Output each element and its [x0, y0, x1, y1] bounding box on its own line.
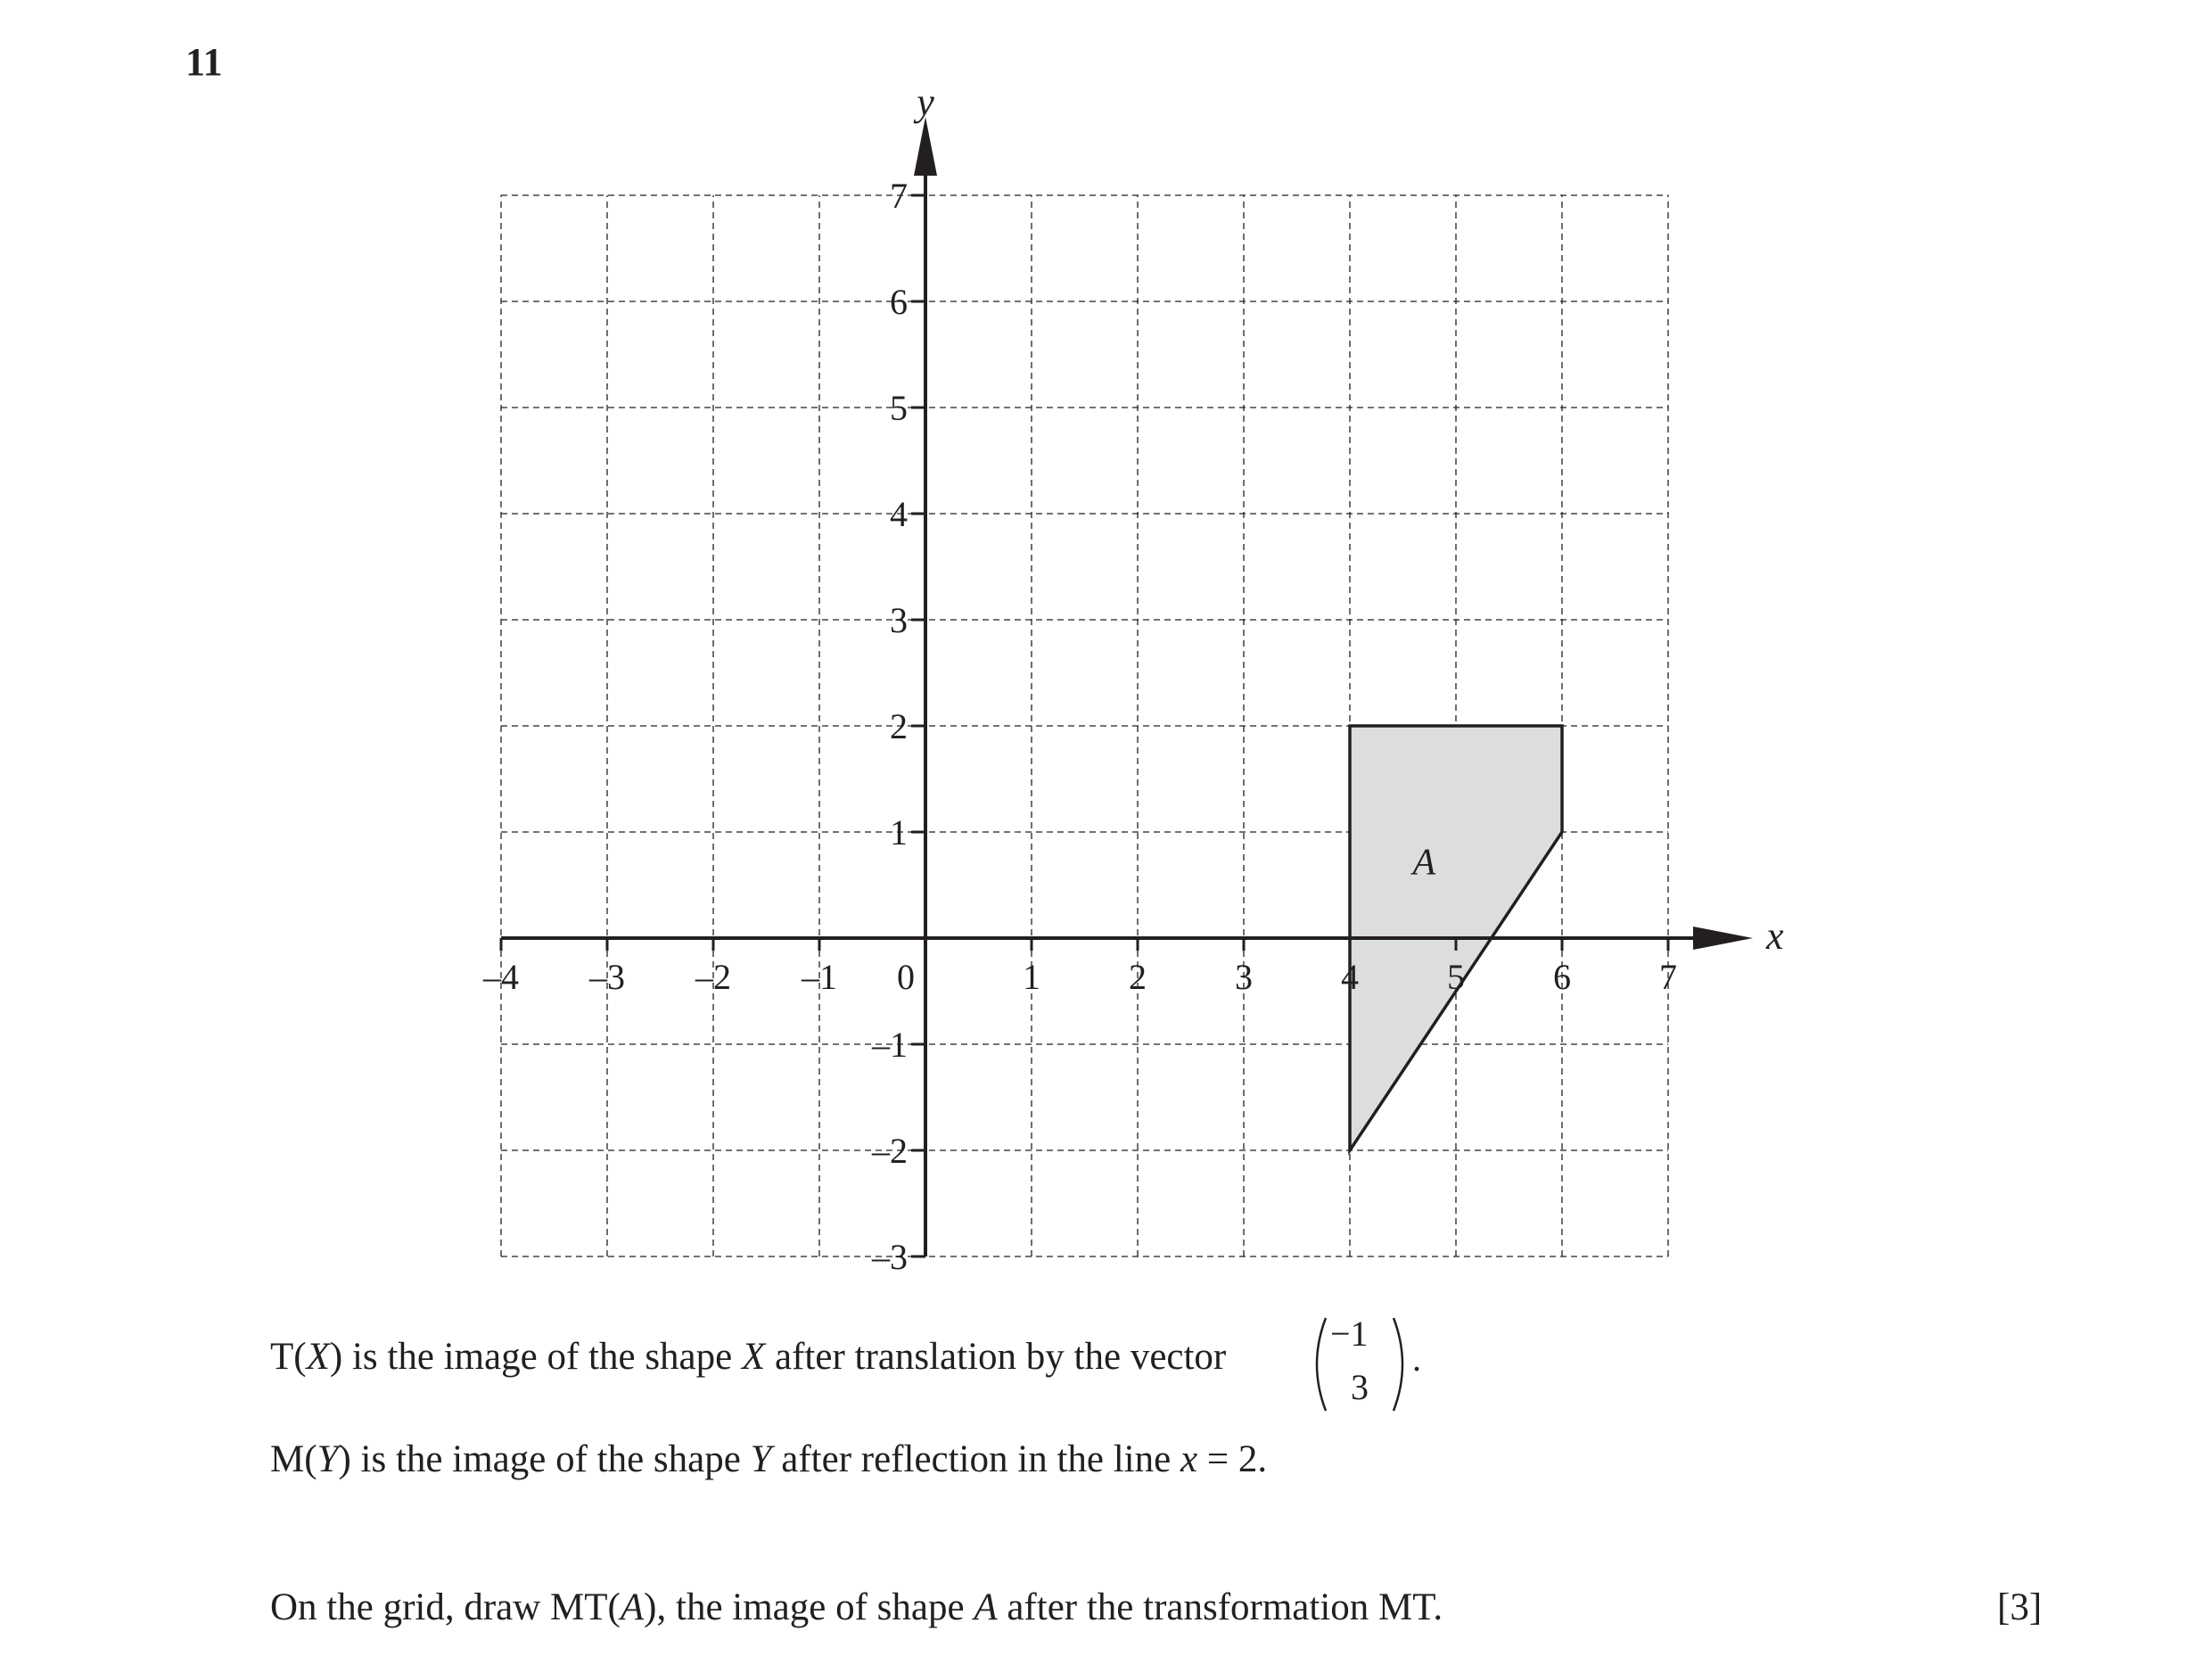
x-axis-label: x [1766, 914, 1784, 958]
text-part: M( [270, 1438, 317, 1480]
text-part: after reflection in the line [771, 1438, 1180, 1480]
x-tick-label: 1 [1023, 957, 1040, 997]
shape-x: X [741, 1336, 766, 1378]
x-tick-label: –2 [695, 957, 731, 997]
y-tick-label: –1 [872, 1025, 908, 1065]
vector-end: . [1412, 1339, 1421, 1379]
axes [501, 117, 1753, 1256]
text-part: after translation by the vector [765, 1336, 1227, 1378]
shape-a-label: A [1412, 842, 1436, 884]
y-tick-label: 6 [890, 282, 908, 322]
text-part: ), the image of shape [644, 1586, 974, 1628]
y-tick-label: –2 [872, 1131, 908, 1171]
y-tick-label: 1 [890, 812, 908, 853]
y-axis-label: y [917, 80, 934, 124]
shape-y: Y [750, 1438, 772, 1480]
shape-a-ref: A [974, 1586, 998, 1628]
y-tick-label: 2 [890, 706, 908, 746]
y-tick-label: 3 [890, 600, 908, 640]
x-tick-label: –3 [589, 957, 625, 997]
x-tick-label: 2 [1129, 957, 1147, 997]
vector-top: −1 [1330, 1314, 1369, 1354]
x-axis-arrow [1693, 927, 1753, 950]
y-tick-label: 5 [890, 388, 908, 428]
var-x: x [1180, 1438, 1198, 1480]
translation-statement [270, 1335, 1226, 1379]
text-part: T( [270, 1336, 307, 1378]
x-tick-label: –1 [802, 957, 837, 997]
task-instruction [270, 1586, 1443, 1629]
x-tick-label: 6 [1553, 957, 1571, 997]
text-part: On the grid, draw MT( [270, 1586, 621, 1628]
shape-a-ref: A [620, 1586, 645, 1628]
y-axis-arrow [914, 117, 937, 176]
y-tick-label: 7 [890, 176, 908, 216]
vector-bottom: 3 [1351, 1367, 1369, 1407]
shape-y: Y [317, 1438, 339, 1480]
text-part: = 2. [1197, 1438, 1268, 1480]
y-tick-label: 4 [890, 494, 908, 534]
text-part: after the transformation MT. [997, 1586, 1443, 1628]
reflection-statement [270, 1437, 1267, 1481]
x-tick-label: 5 [1447, 957, 1465, 997]
y-tick-label: –3 [872, 1237, 908, 1277]
x-tick-label: 4 [1341, 957, 1359, 997]
x-tick-label: 3 [1235, 957, 1253, 997]
question-number: 11 [185, 40, 223, 84]
x-tick-label: 7 [1659, 957, 1677, 997]
text-part: ) is the image of the shape [329, 1336, 742, 1378]
marks: [3] [1997, 1586, 2043, 1628]
x-tick-label: 0 [897, 957, 915, 997]
x-tick-label: –4 [483, 957, 519, 997]
shape-x: X [306, 1336, 330, 1378]
text-part: ) is the image of the shape [338, 1438, 751, 1480]
